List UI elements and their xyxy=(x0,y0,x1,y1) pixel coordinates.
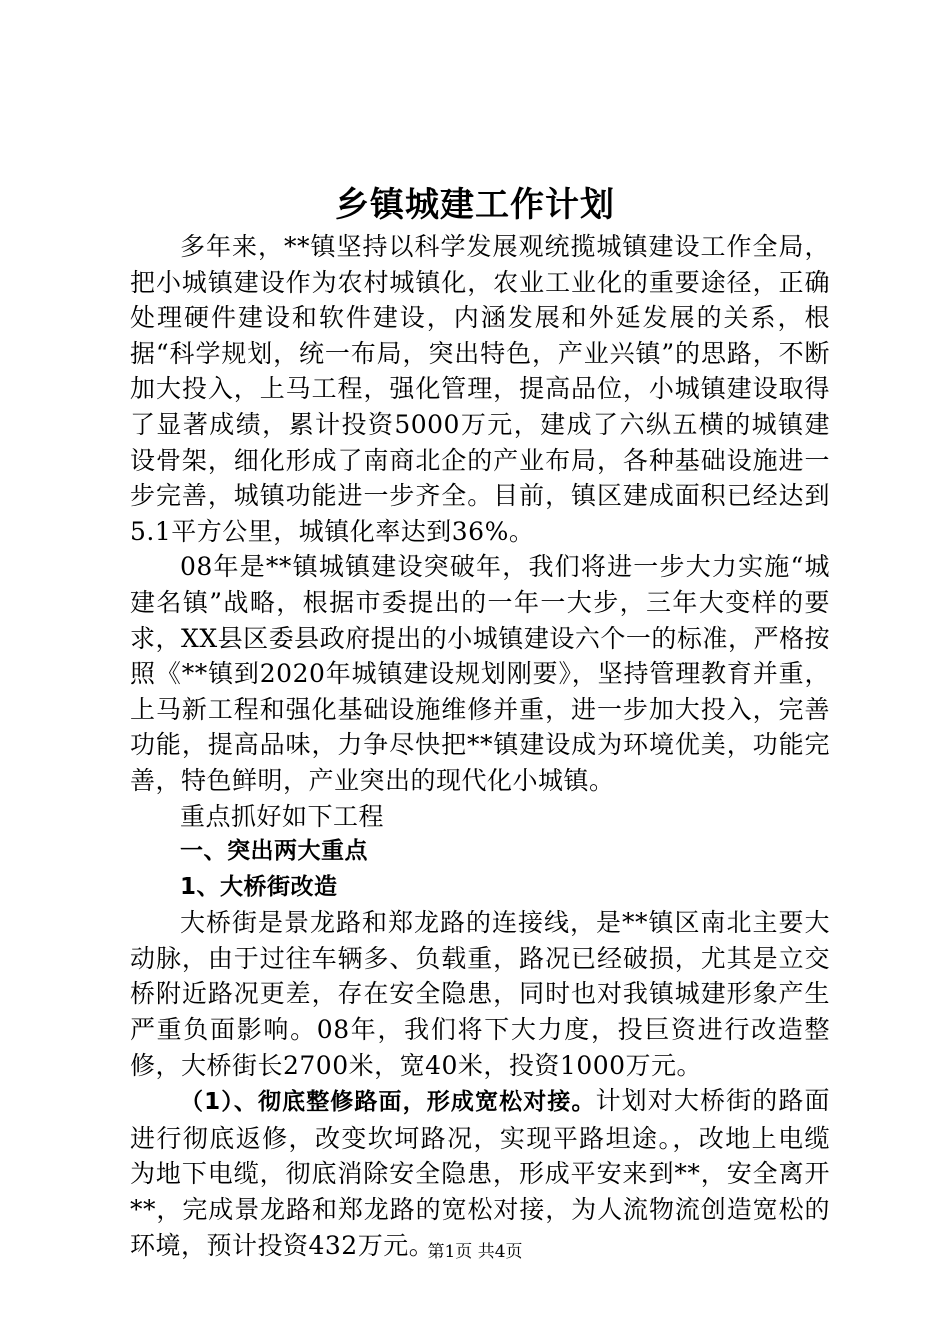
paragraph-road-repair-text: 计划对大桥街的路面进行彻底返修，改变坎坷路况，实现平路坦途。，改地上电缆为地下电缆，彻底消除安全隐患，形成平安来到**，安全离开**，完成景龙路和郑龙路的宽松对接，为人流物流创造宽松的环境，预计投资432万元。 xyxy=(130,1086,830,1260)
paragraph-intro: 多年来，**镇坚持以科学发展观统揽城镇建设工作全局，把小城镇建设作为农村城镇化，农业工业化的重要途径，正确处理硬件建设和软件建设，内涵发展和外延发展的关系，根据“科学规划，统一布局，突出特色，产业兴镇”的思路，不断加大投入，上马工程，强化管理，提高品位，小城镇建设取得了显著成绩，累计投资5000万元，建成了六纵五横的城镇建设骨架，细化形成了南商北企的产业布局，各种基础设施进一步完善，城镇功能进一步齐全。目前，镇区建成面积已经达到5.1平方公里，城镇化率达到36%。 xyxy=(130,232,830,546)
paragraph-daqiao-street: 大桥街是景龙路和郑龙路的连接线，是**镇区南北主要大动脉，由于过往车辆多、负载重，路况已经破损，尤其是立交桥附近路况更差，存在安全隐患，同时也对我镇城建形象产生严重负面影响。08年，我们将下大力度，投巨资进行改造整修，大桥街长2700米，宽40米，投资1000万元。 xyxy=(130,908,830,1080)
page-footer: 第1页 共4页 xyxy=(427,1242,523,1262)
document-body xyxy=(130,229,830,1263)
paragraph-key-projects: 重点抓好如下工程 xyxy=(180,801,385,831)
subsection-heading: 1、大桥街改造 xyxy=(180,873,338,900)
paragraph-2008-plan: 08年是**镇城镇建设突破年，我们将进一步大力实施“城建名镇”战略，根据市委提出的一年一大步，三年大变样的要求，XX县区委县政府提出的小城镇建设六个一的标准，严格按照《**镇到2020年城镇建设规划刚要》，坚持管理教育并重，上马新工程和强化基础设施维修并重，进一步加大投入，完善功能，提高品味，力争尽快把**镇建设成为环境优美，功能完善，特色鲜明，产业突出的现代化小城镇。 xyxy=(130,552,830,795)
paragraph-road-repair-lead: （1）、彻底整修路面，形成宽松对接。 xyxy=(180,1089,596,1116)
section-heading: 一、突出两大重点 xyxy=(180,838,368,865)
document-title: 乡镇城建工作计划 xyxy=(335,185,615,225)
paragraph-road-repair xyxy=(130,1083,830,1263)
